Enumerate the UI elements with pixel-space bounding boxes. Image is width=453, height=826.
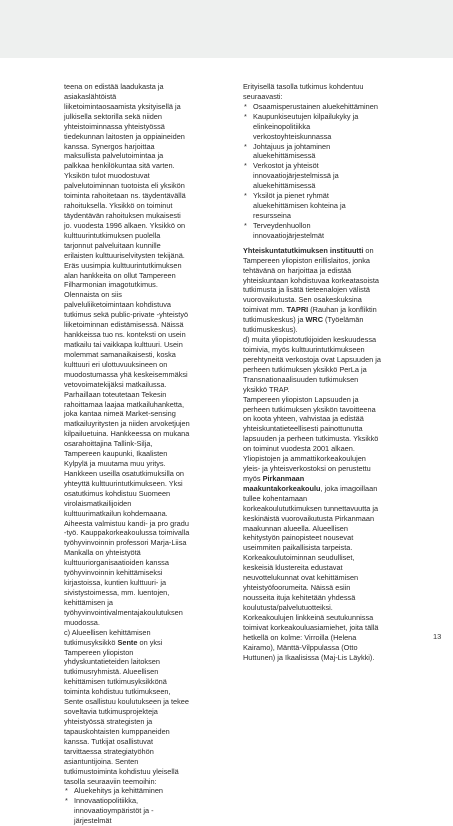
paragraph-maakuntakorkeakoulu: Yliopistojen ja ammattikorkeakoulujen yleis- ja yhteisverkostoksi on perustettu myös Pirkanmaan maakuntakorkeakoulu, joka imagoillaan tullee kohentamaan korkeakoulututkimuksen tunnettavuutta ja keskinäistä vuorovaikutusta Pirkanmaan maakunnan alueella. Alueellisen kehitystyön painopisteet nousevat useimmiten paikallisista tarpeista. Korkeakoulutoiminnan seudulliset, keskeisiä klustereita edustavat neuvottelukunnat ovat kehittämisen yhteistyöfoorumeita. Näissä esiin nousseita ituja kehitetään yhdessä koulutusta/palvelutuotteiksi. Korkeakoulujen linkkeinä seutukunnissa toimivat korkeakouluasiamiehet, joita tällä hetkellä on kolme: Virroilla (Helena Kairamo), Mänttä-Vilppulassa (Otto Huttunen) ja Ikaalisissa (Maj-Lis Läykki).: [243, 454, 379, 662]
header-band: [0, 0, 453, 58]
list-item: * Verkostot ja yhteisöt innovaatiojärjestelmissä ja aluekehittämisessä: [244, 161, 339, 191]
paragraph-yhteiskuntatutkimus: Yhteiskuntatutkimuksen instituutti on Tampereen yliopiston erillislaitos, jonka tehtävänä on harjoittaa ja edistää yhteiskuntaan kohdistuvaa korkeatasoista tutkimusta ja lisätä tieteenalojen välistä vuorovaikutusta. Sen osakeskuksina toimivat mm. TAPRI (Rauhan ja konfliktin tutkimuskeskus) ja WRC (Työelämän tutkimuskeskus).: [243, 245, 379, 335]
list-item: * Osaamisperustainen aluekehittäminen: [244, 101, 378, 111]
list-item: * Innovaatiopolitiikka, innovaatioympäristöt ja -järjestelmät: [65, 796, 154, 826]
bullet-icon: *: [65, 786, 68, 796]
page-number: 13: [433, 632, 442, 641]
bullet-icon: *: [244, 141, 247, 151]
sente-prefix: c) Alueellisen kehittämisen tutkimusyksikkö: [64, 627, 151, 647]
bullet-icon: *: [65, 796, 68, 806]
list-item: * Aluekehitys ja kehittäminen: [65, 786, 163, 796]
bullet-icon: *: [244, 111, 247, 121]
list-item: * Johtajuus ja johtaminen aluekehittämisessä: [244, 141, 331, 161]
sente-body: on yksi Tampereen yliopiston yhdyskuntatieteiden laitoksen tutkimusryhmistä. Alueellisen kehittämisen tutkimusyksikkönä toiminta kohdistuu tutkimukseen, Sente osallistuu koulutukseen ja tekee soveltavia tutkimusprojekteja yhteistyössä strategisten ja tapauskohtaisten kumppaneiden kanssa. Tutkijat osallistuvat tarvittaessa strategiatyöhön asiantuntijoina. Senten tutkimustoiminta kohdistuu yleisellä tasolla seuraaviin teemoihin:: [64, 637, 189, 786]
right-column: [243, 82, 383, 662]
paragraph-lapsuus: Tampereen yliopiston Lapsuuden ja perheen tutkimuksen yksikön tavoitteena on koota yhteen, vahvistaa ja edistää yhteiskuntatieteellisesti painottunutta lapsuuden ja perheen tutkimusta. Yksikkö on toiminut vuodesta 2001 alkaen.: [243, 394, 379, 454]
paragraph-intro: Erityisellä tasolla tutkimus kohdentuu seuraavasti:: [243, 82, 364, 101]
sente-theme-list: [64, 786, 190, 826]
focus-list: [243, 102, 383, 241]
paragraph-sente: [64, 628, 190, 787]
list-item: * Kaupunkiseutujen kilpailukyky ja elinkeinopolitiikka verkostoyhteiskunnassa: [244, 111, 359, 141]
paragraph-networks: d) muita yliopistotutkijoiden keskuudessa toimivia, myös kulttuurintutkimukseen perehtyneitä verkostoja ovat Lapsuuden ja perheen tutkimuksen yksikkö PerLa ja Transnationaalisuuden tutkimuksen yksikkö TRAP.: [243, 335, 381, 394]
list-item: * Yksilöt ja pienet ryhmät aluekehittämisen kohteina ja resursseina: [244, 191, 346, 220]
bullet-icon: *: [244, 220, 247, 230]
bullet-icon: *: [244, 191, 247, 201]
list-item: * Terveydenhuollon innovaatiojärjestelmät: [244, 220, 325, 240]
left-column: [64, 82, 190, 826]
paragraph-synergos: teena on edistää laadukasta ja asiakaslähtöistä liiketoimintaosaamista yksityisellä ja julkisella sektorilla sekä niiden yhteistoiminnassa yhteistyössä tiedekunnan laitosten ja oppiaineiden kanssa. Synergos harjoittaa maksullista palvelutoimintaa ja palkkaa henkilökuntaa sitä varten. Yksikön tulot muodostuvat palvelutoiminnan tuotoista eli yksikön toiminta rahoitetaan ns. täydentävällä rahoituksella. Yksikkö on toiminut täydentävän rahoituksen mukaisesti jo. vuodesta 1996 alkaen. Yksikkö on kulttuurintutkimuksen puolella tarjonnut palveluitaan kunnille erilaisten kulttuuriselvitysten tekijänä. Eräs uusimpia kulttuurintutkimuksen alan hankkeita on ollut Tampereen Filharmonian imagotutkimus. Olennaista on siis palveluliiketoimintaan kohdistuva tutkimus sekä public-private -yhteistyö liiketoiminnan edistämisessä. Näissä hankkeissa tuo ns. konteksti on usein matkailu tai vaikkapa kulttuuri. Usein molemmat samanaikaisesti, koska kulttuuri eri ulottuvuuksineen on muodostumassa yhä keskeisemmäksi vetovoimatekijäksi matkailussa. Parhaillaan toteutetaan Tekesin rahoittamaa laajaa matkailuhanketta, joka kantaa nimeä Market-sensing matkailuyritysten ja niiden arvoketjujen kilpailuetuina. Hankkeessa on mukana osarahoittajina Tallink-Silja, Tampereen kaupunki, Ikaalisten Kylpylä ja muutama muu yritys. Hankkeen useilla osatutkimuksilla on yhteyttä kulttuurintutkimukseen. Yksi osatutkimus kohdistuu Suomeen virolaismatkailijoiden kulttuurimatkailun kohdemaana. Aiheesta valmistuu kandi- ja pro gradu -työ. Kauppakorkeakoulussa toimivalla työhyvinvoinnin professori Marja-Liisa Mankalla on yhteistyötä kulttuuriorganisaatioiden kanssa työhyvinvoinnin kehittämiseksi kirjastoissa, kuntien kulttuuri- ja sivistystoimessa, mm. luentojen, kehittämisen ja työhyvinvointivalmentajakoulutuksen muodossa.: [64, 82, 190, 627]
bullet-icon: *: [244, 161, 247, 171]
sente-name: Sente: [117, 637, 138, 647]
bullet-icon: *: [244, 101, 247, 111]
